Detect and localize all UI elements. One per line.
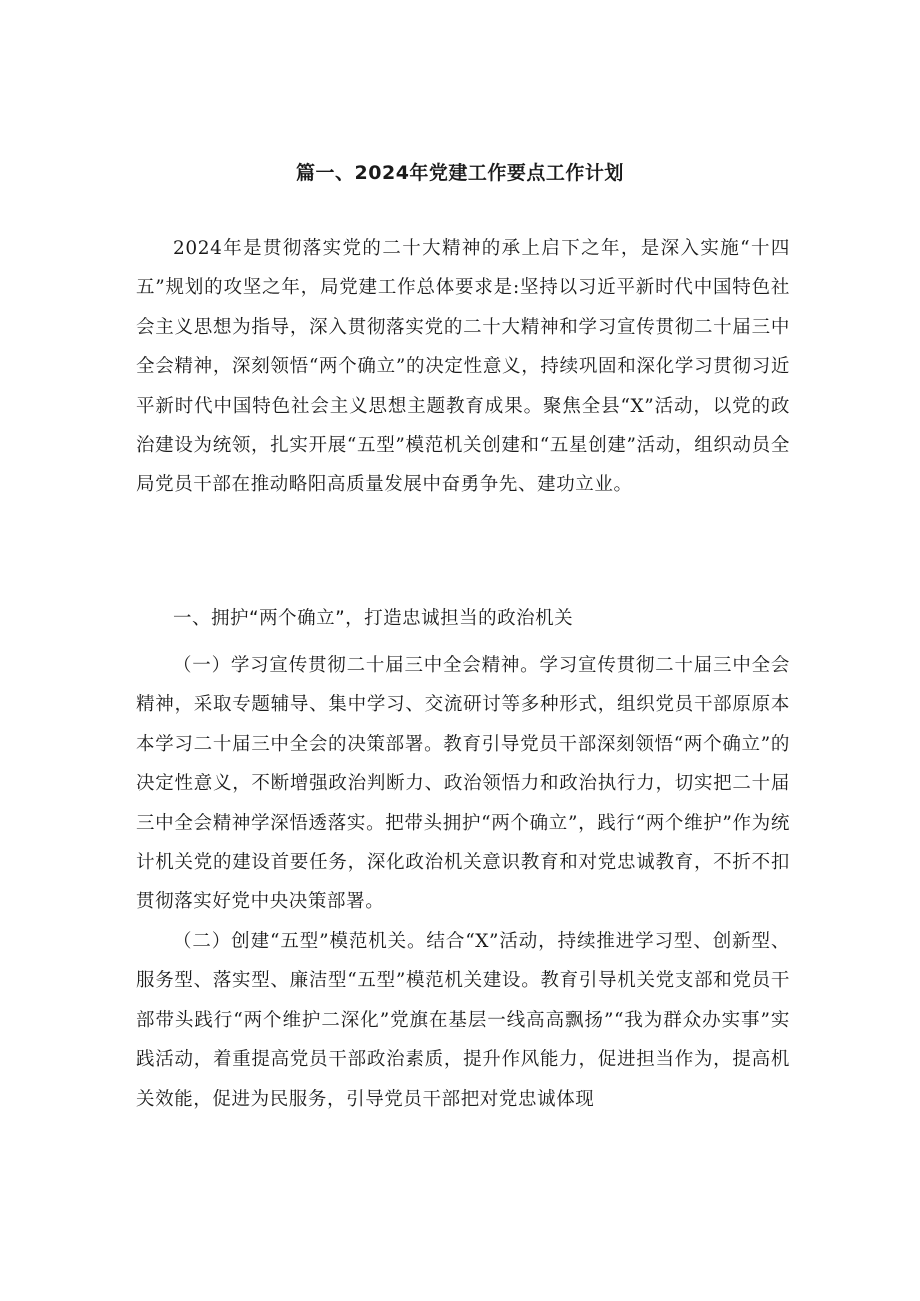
paragraph-text: （二）创建“五型”模范机关。结合“X”活动，持续推进学习型、创新型、服务型、落实型、廉洁型“五型”模范机关建设。教育引导机关党支部和党员干部带头践行“两个维护二深化”党旗在基层一线高高飘扬”“我为群众办实事”实践活动，着重提高党员干部政治素质，提升作风能力，促进担当作为，提高机关效能，促进为民服务，引导党员干部把对党忠诚体现 bbox=[136, 931, 790, 1110]
paragraph-text: 2024年是贯彻落实党的二十大精神的承上启下之年，是深入实施“十四五”规划的攻坚之年，局党建工作总体要求是:坚持以习近平新时代中国特色社会主义思想为指导，深入贯彻落实党的二十大精神和学习宣传贯彻二十届三中全会精神，深刻领悟“两个确立”的决定性意义，持续巩固和深化学习贯彻习近平新时代中国特色社会主义思想主题教育成果。聚焦全县“X”活动，以党的政治建设为统领，扎实开展“五型”模范机关创建和“五星创建”活动，组织动员全局党员干部在推动略阳高质量发展中奋勇争先、建功立业。 bbox=[136, 238, 790, 496]
paragraph-section-1-1 bbox=[136, 646, 790, 922]
paragraph-intro bbox=[136, 229, 790, 505]
paragraph-section-1-2 bbox=[136, 922, 790, 1119]
paragraph-text: （一）学习宣传贯彻二十届三中全会精神。学习宣传贯彻二十届三中全会精神，采取专题辅导、集中学习、交流研讨等多种形式，组织党员干部原原本本学习二十届三中全会的决策部署。教育引导党员干部深刻领悟“两个确立”的决定性意义，不断增强政治判断力、政治领悟力和政治执行力，切实把二十届三中全会精神学深悟透落实。把带头拥护“两个确立”，践行“两个维护”作为统计机关党的建设首要任务，深化政治机关意识教育和对党忠诚教育，不折不扣贯彻落实好党中央决策部署。 bbox=[136, 655, 790, 913]
section-heading-1: 一、拥护“两个确立”，打造忠诚担当的政治机关 bbox=[173, 608, 574, 629]
document-title: 篇一、2024年党建工作要点工作计划 bbox=[296, 162, 624, 184]
